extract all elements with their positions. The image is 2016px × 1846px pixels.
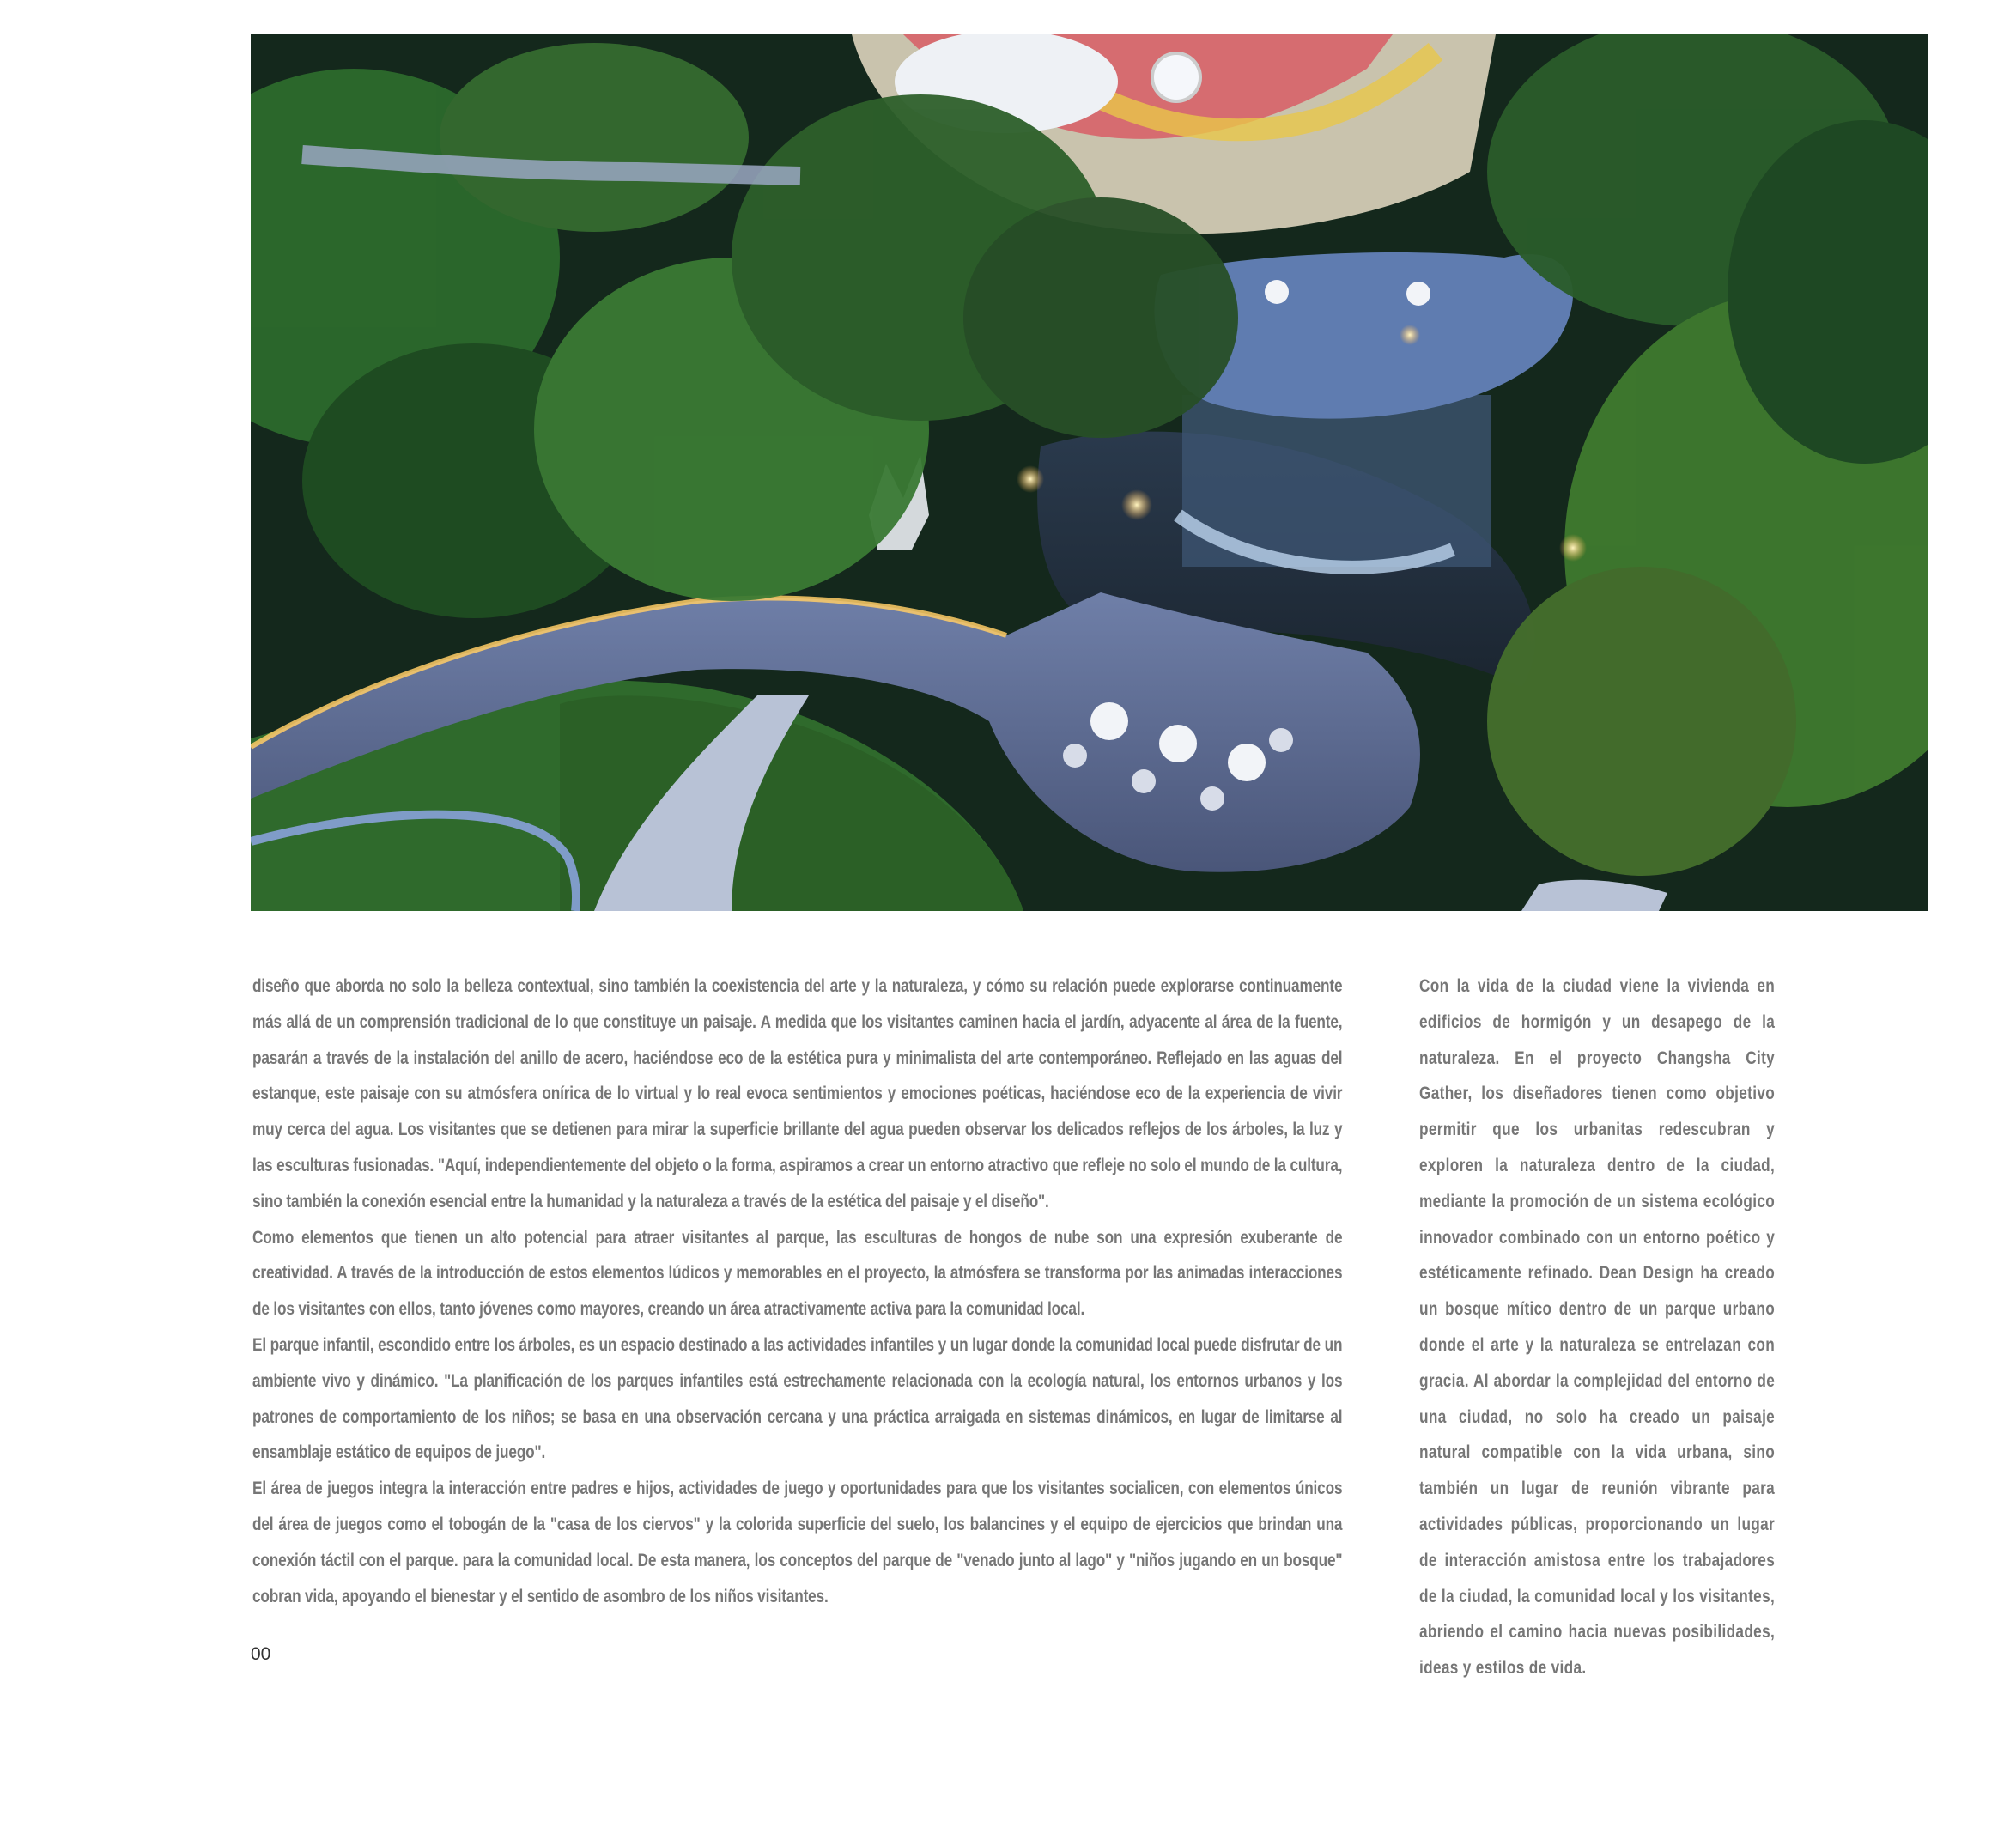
paragraph: El parque infantil, escondido entre los árboles, es un espacio destinado a las actividades infantiles y un lugar donde la comunidad local puede disfrutar de un ambiente vivo y dinámico. "La planificación de los parques infantiles está estrechamente relacionada con la ecología natural, los entornos urbanos y los patrones de comportamiento de los niños; se basa en una observación cercana y una práctica arraigada en sistemas dinámicos, en lugar de limitarse al ensamblaje estático de equipos de juego". <box>252 1334 1343 1463</box>
page-number: 00 <box>251 1644 271 1664</box>
paragraph: El área de juegos integra la interacción entre padres e hijos, actividades de juego y oportunidades para que los visitantes socialicen, con elementos únicos del área de juegos como el tobogán de la "casa de los ciervos" y la colorida superficie del suelo, los balancines y el equipo de ejercicios que brindan una conexión táctil con el parque. para la comunidad local. De esta manera, los conceptos del parque de "venado junto al lago" y "niños jugando en un bosque" cobran vida, apoyando el bienestar y el sentido de asombro de los niños visitantes. <box>252 1479 1343 1606</box>
right-text-column <box>1419 969 1775 1686</box>
park-aerial-photo <box>251 34 1928 911</box>
paragraph: Como elementos que tienen un alto potencial para atraer visitantes al parque, las esculturas de hongos de nube son una expresión exuberante de creatividad. A través de la introducción de estos elementos lúdicos y memorables en el proyecto, la atmósfera se transforma por las animadas interacciones de los visitantes con ellos, tanto jóvenes como mayores, creando un área atractivamente activa para la comunidad local. <box>252 1227 1343 1320</box>
paragraph: Con la vida de la ciudad viene la vivienda en edificios de hormigón y un desapego de la naturaleza. En el proyecto Changsha City Gather, los diseñadores tienen como objetivo permitir que los urbanitas redescubran y exploren la naturaleza dentro de la ciudad, mediante la promoción de un sistema ecológico innovador combinado con un entorno poético y estéticamente refinado. Dean Design ha creado un bosque mítico dentro de un parque urbano donde el arte y la naturaleza se entrelazan con gracia. Al abordar la complejidad del entorno de una ciudad, no solo ha creado un paisaje natural compatible con la vida urbana, sino también un lugar de reunión vibrante para actividades públicas, proporcionando un lugar de interacción amistosa entre los trabajadores de la ciudad, la comunidad local y los visitantes, abriendo el camino hacia nuevas posibilidades, ideas y estilos de vida. <box>1419 976 1776 1679</box>
paragraph: diseño que aborda no solo la belleza contextual, sino también la coexistencia del arte y la naturaleza, y cómo su relación puede explorarse continuamente más allá de un comprensión tradicional de lo que constituye un paisaje. A medida que los visitantes caminen hacia el jardín, adyacente al área de la fuente, pasarán a través de la instalación del anillo de acero, haciéndose eco de la estética pura y minimalista del arte contemporáneo. Reflejado en las aguas del estanque, este paisaje con su atmósfera onírica de lo virtual y lo real evoca sentimientos y emociones poéticas, haciéndose eco de la experiencia de vivir muy cerca del agua. Los visitantes que se detienen para mirar la superficie brillante del agua pueden observar los delicados reflejos de los árboles, la luz y las esculturas fusionadas. "Aquí, independientemente del objeto o la forma, aspiramos a crear un entorno atractivo que refleje no solo el mundo de la cultura, sino también la conexión esencial entre la humanidad y la naturaleza a través de la estética del paisaje y el diseño". <box>252 976 1343 1211</box>
left-text-column <box>252 969 1342 1614</box>
park-aerial-illustration <box>251 34 1928 911</box>
